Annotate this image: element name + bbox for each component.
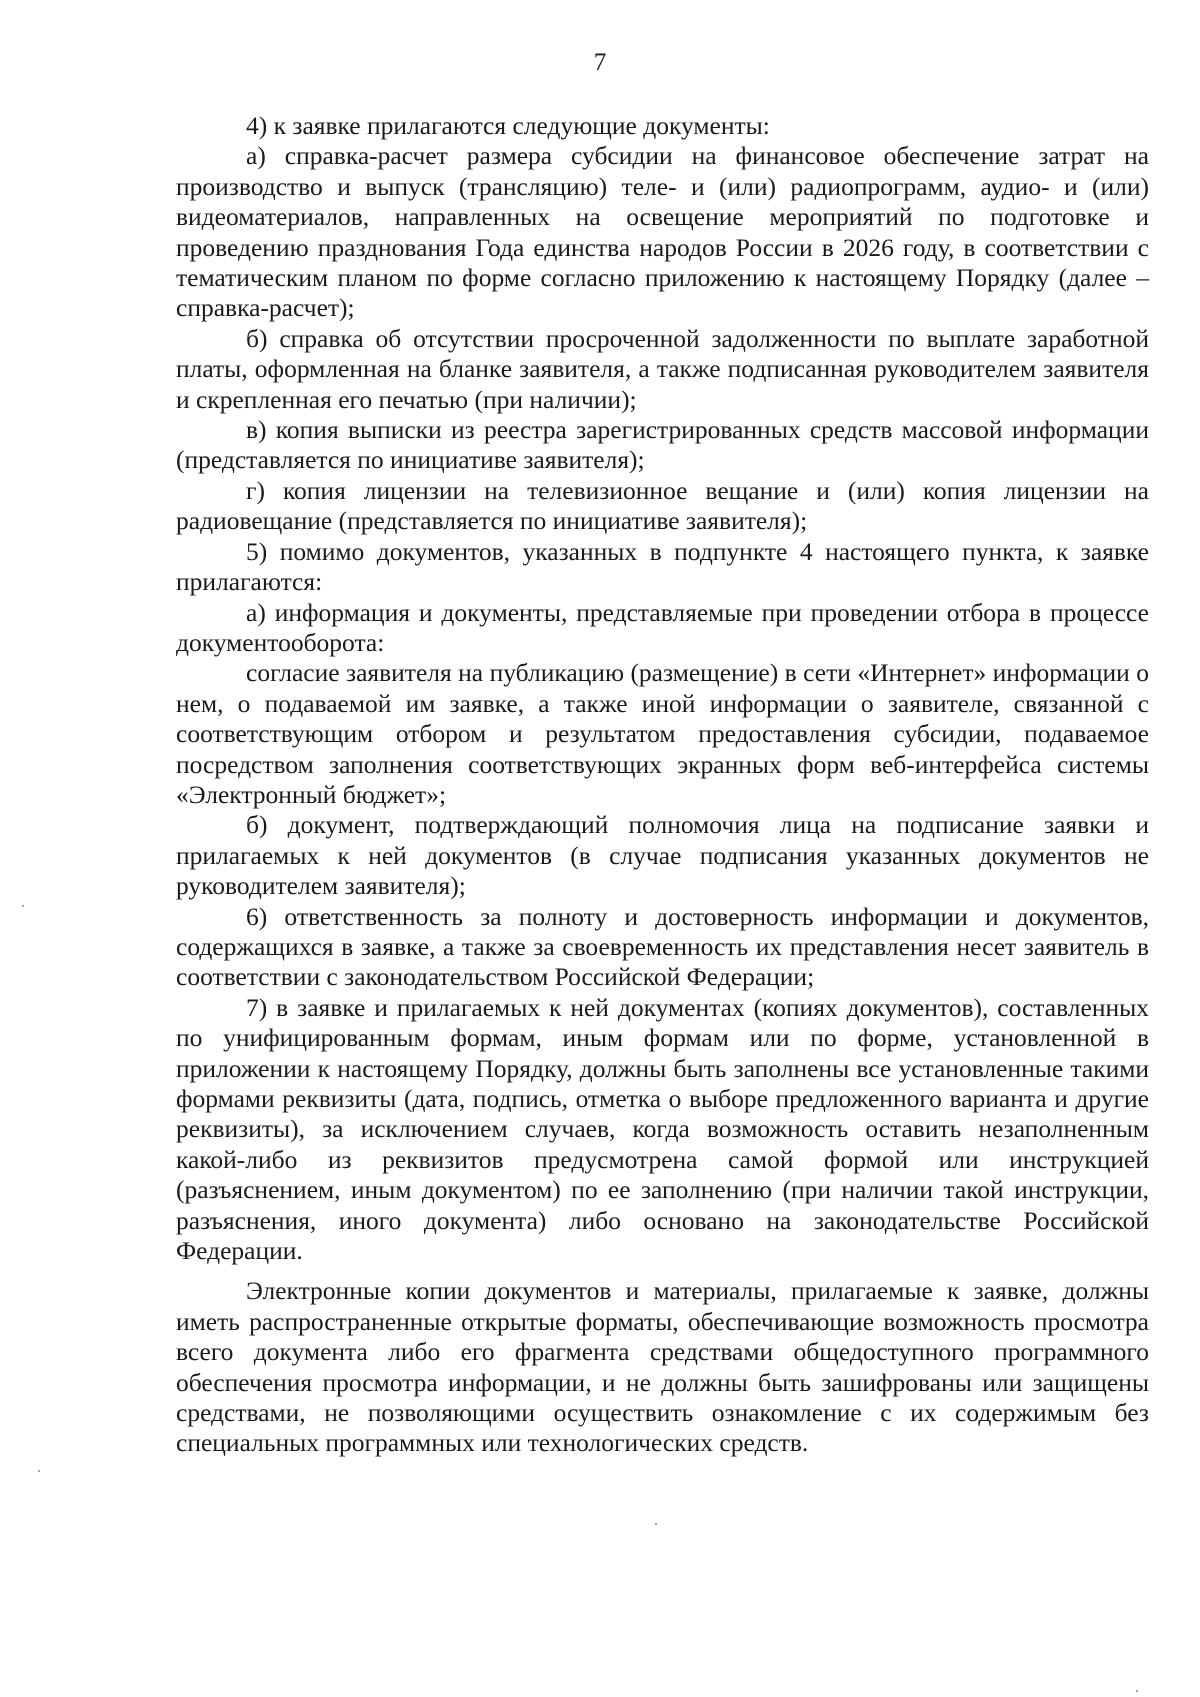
scan-speck bbox=[22, 905, 24, 907]
paragraph-item-5b: б) документ, подтверждающий полномочия лица на подписание заявки и прилагаемых к ней документов (в случае подписания указанных документов не руководителем заявителя); bbox=[176, 810, 1149, 901]
paragraph-item-4: 4) к заявке прилагаются следующие документы: bbox=[246, 111, 770, 140]
scan-speck bbox=[38, 1470, 40, 1472]
paragraph-item-4v: в) копия выписки из реестра зарегистрированных средств массовой информации (представляется по инициативе заявителя); bbox=[176, 415, 1149, 475]
page-number: 7 bbox=[593, 49, 607, 76]
paragraph-item-4b: б) справка об отсутствии просроченной задолженности по выплате заработной платы, оформленная на бланке заявителя, а также подписанная руководителем заявителя и скрепленная его печатью (при наличии); bbox=[176, 323, 1149, 414]
paragraph-item-5a: а) информация и документы, представляемые при проведении отбора в процессе документооборота: bbox=[176, 597, 1149, 657]
scan-speck bbox=[655, 1523, 657, 1525]
paragraph-item-6: 6) ответственность за полноту и достоверность информации и документов, содержащихся в заявке, а также за своевременность их представления несет заявитель в соответствии с законодательством Российской Федерации; bbox=[176, 901, 1149, 992]
paragraph-electronic-copies: Электронные копии документов и материалы, прилагаемые к заявке, должны иметь распространенные открытые форматы, обеспечивающие возможность просмотра всего документа либо его фрагмента средствами общедоступного программного обеспечения просмотра информации, и не должны быть зашифрованы или защищены средствами, не позволяющими осуществить ознакомление с их содержимым без специальных программных или технологических средств. bbox=[176, 1276, 1149, 1458]
paragraph-item-4a: а) справка-расчет размера субсидии на финансовое обеспечение затрат на производство и выпуск (трансляцию) теле- и (или) радиопрограмм, аудио- и (или) видеоматериалов, направленных на освещение мероприятий по подготовке и проведению празднования Года единства народов России в 2026 году, в соответствии с тематическим планом по форме согласно приложению к настоящему Порядку (далее – справка-расчет); bbox=[176, 141, 1149, 323]
document-body bbox=[176, 111, 1149, 1459]
scan-speck bbox=[1136, 1690, 1138, 1692]
paragraph-consent: согласие заявителя на публикацию (размещение) в сети «Интернет» информации о нем, о подаваемой им заявке, а также иной информации о заявителе, связанной с соответствующим отбором и результатом предоставления субсидии, подаваемое посредством заполнения соответствующих экранных форм веб-интерфейса системы «Электронный бюджет»; bbox=[176, 658, 1149, 809]
paragraph-item-4g: г) копия лицензии на телевизионное вещание и (или) копия лицензии на радиовещание (представляется по инициативе заявителя); bbox=[176, 475, 1149, 536]
paragraph-item-5: 5) помимо документов, указанных в подпункте 4 настоящего пункта, к заявке прилагаются: bbox=[176, 536, 1149, 597]
paragraph-item-7: 7) в заявке и прилагаемых к ней документах (копиях документов), составленных по унифицированным формам, иным формам или по форме, установленной в приложении к настоящему Порядку, должны быть заполнены все установленные такими формами реквизиты (дата, подпись, отметка о выборе предложенного варианта и другие реквизиты), за исключением случаев, когда возможность оставить незаполненным какой-либо из реквизитов предусмотрена самой формой или инструкцией (разъяснением, иным документом) по ее заполнению (при наличии такой инструкции, разъяснения, иного документа) либо основано на законодательстве Российской Федерации. bbox=[176, 992, 1149, 1266]
